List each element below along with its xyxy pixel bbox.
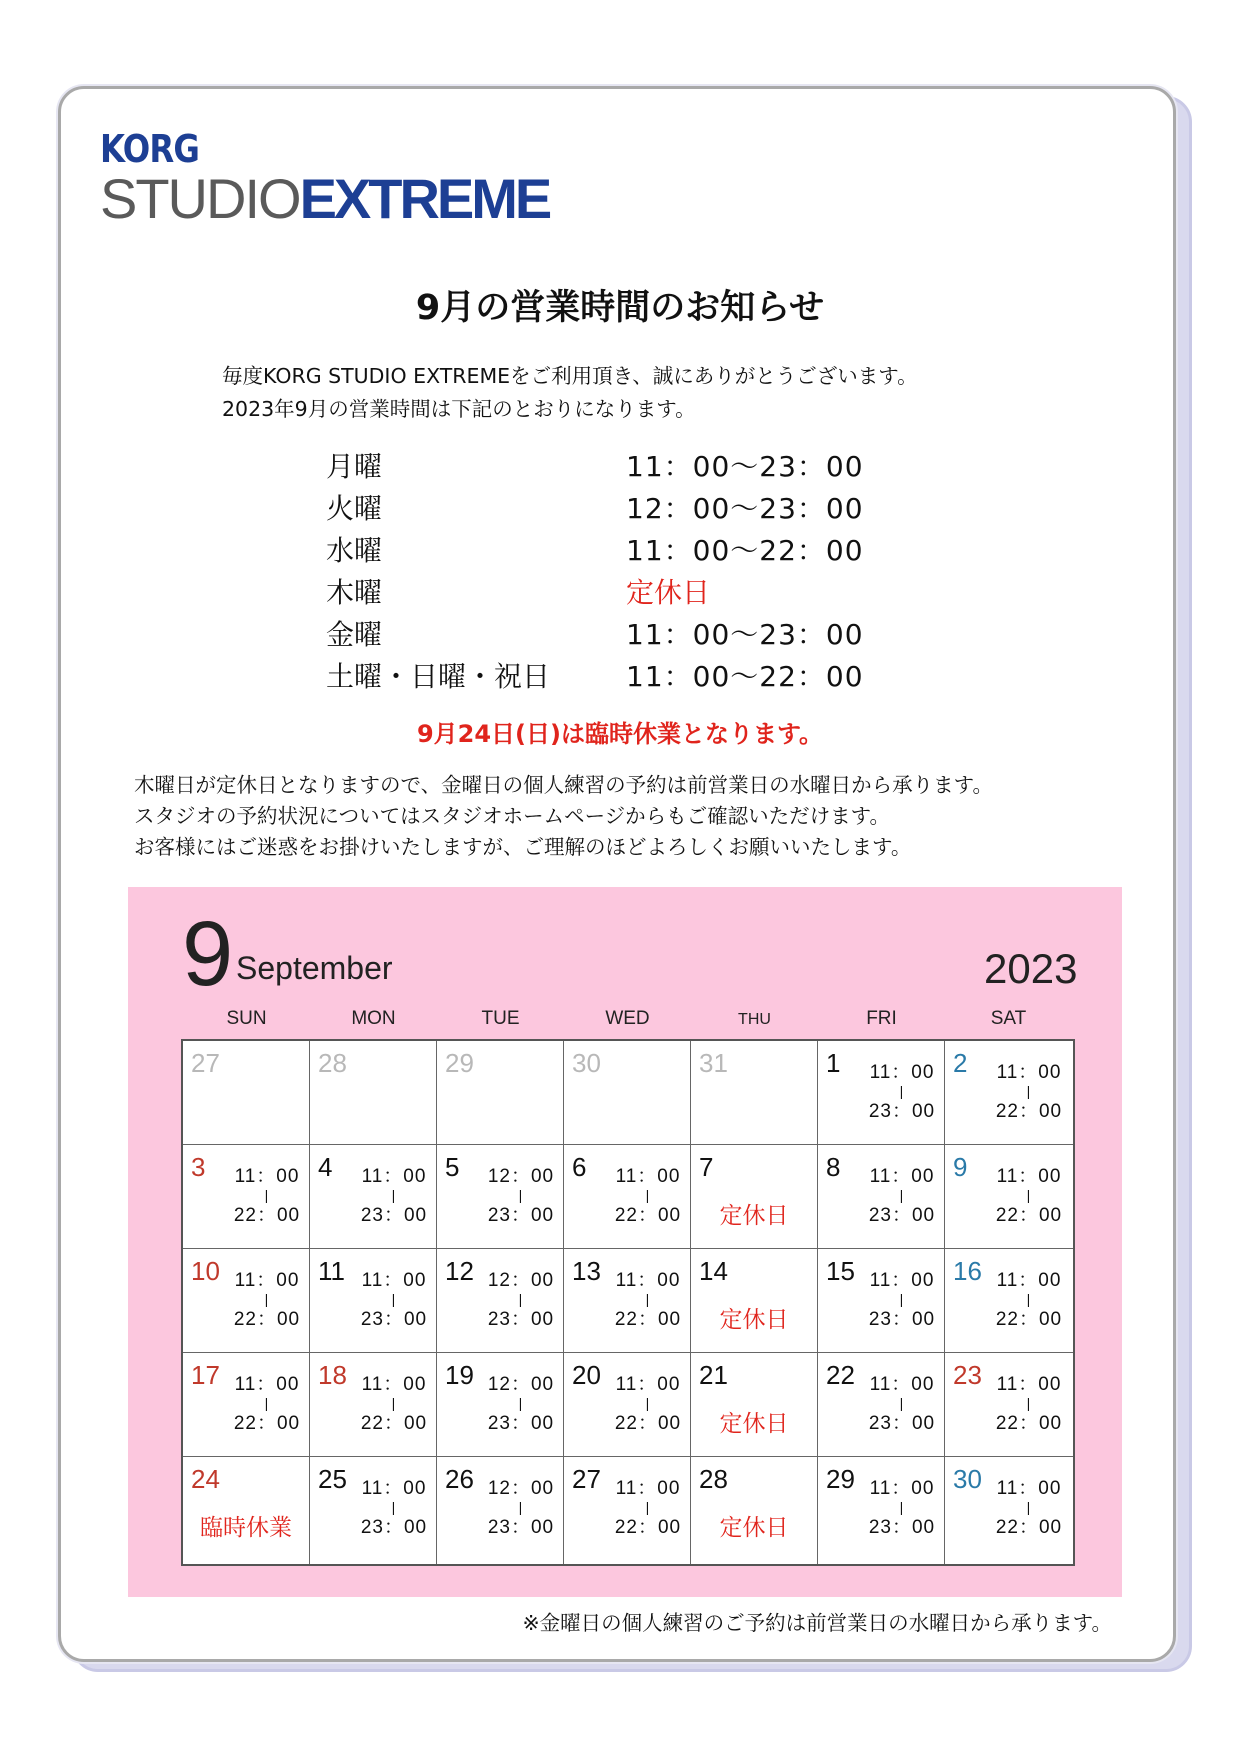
calendar-day-number: 25 <box>318 1464 347 1494</box>
calendar-day-number: 18 <box>318 1360 347 1390</box>
weekday-label: WED <box>605 1008 650 1029</box>
calendar-hours <box>356 1477 432 1539</box>
calendar-day-number: 7 <box>699 1152 714 1182</box>
hours-day: 土曜・日曜・祝日 <box>326 660 551 693</box>
calendar-day-cell <box>310 1457 437 1564</box>
calendar-day-cell <box>564 1249 691 1353</box>
calendar-hours <box>864 1165 940 1227</box>
hours-time: 11：00〜22：00 <box>626 534 864 567</box>
calendar-open-time: 11：00 <box>996 1374 1062 1395</box>
calendar-hours <box>229 1165 305 1227</box>
calendar-open-time: 11：00 <box>869 1478 935 1499</box>
calendar-time-separator: | <box>1026 1187 1032 1203</box>
calendar-day-number: 9 <box>953 1152 968 1182</box>
korg-studio-extreme-logo <box>100 127 550 230</box>
calendar-closed-label: 定休日 <box>719 1307 789 1333</box>
calendar-day-cell <box>564 1041 691 1145</box>
calendar-day-cell <box>945 1145 1073 1249</box>
calendar-year: 2023 <box>984 945 1078 992</box>
calendar-day-cell <box>437 1041 564 1145</box>
calendar-day-cell <box>945 1249 1073 1353</box>
calendar-day-number: 6 <box>572 1152 587 1182</box>
calendar-day-number: 15 <box>826 1256 855 1286</box>
calendar-open-time: 11：00 <box>869 1166 935 1187</box>
calendar-day-cell <box>691 1249 818 1353</box>
calendar-day-cell <box>818 1249 945 1353</box>
calendar-time-separator: | <box>1026 1291 1032 1307</box>
calendar-hours <box>610 1373 686 1435</box>
hours-time: 11：00〜23：00 <box>626 618 864 651</box>
calendar-hours <box>864 1061 940 1123</box>
calendar-close-time: 22：00 <box>614 1517 682 1538</box>
calendar-open-time: 11：00 <box>234 1166 300 1187</box>
calendar-hours <box>610 1269 686 1331</box>
intro-text <box>222 360 918 426</box>
calendar-day-number: 30 <box>572 1048 601 1078</box>
hours-day: 木曜 <box>326 576 383 609</box>
temporary-closure-notice: 9月24日(日)は臨時休業となります。 <box>416 720 824 748</box>
calendar-hours <box>356 1269 432 1331</box>
calendar-day-number: 29 <box>445 1048 474 1078</box>
calendar-day-number: 19 <box>445 1360 474 1390</box>
calendar-day-cell <box>691 1457 818 1564</box>
calendar-closed-label: 臨時休業 <box>200 1515 292 1541</box>
calendar-open-time: 12：00 <box>487 1270 555 1291</box>
hours-closed: 定休日 <box>626 576 711 609</box>
calendar-day-cell <box>818 1353 945 1457</box>
calendar-day-cell <box>691 1041 818 1145</box>
calendar-open-time: 11：00 <box>361 1478 427 1499</box>
calendar-open-time: 11：00 <box>361 1166 427 1187</box>
calendar-open-time: 11：00 <box>234 1270 300 1291</box>
calendar-hours <box>864 1269 940 1331</box>
calendar-day-number: 17 <box>191 1360 220 1390</box>
calendar-day-cell <box>437 1249 564 1353</box>
hours-day: 水曜 <box>326 534 383 567</box>
calendar-day-number: 21 <box>699 1360 728 1390</box>
calendar-close-time: 23：00 <box>360 1309 428 1330</box>
calendar-day-number: 20 <box>572 1360 601 1390</box>
calendar-hours <box>483 1165 559 1227</box>
calendar-day-cell <box>437 1457 564 1564</box>
calendar-hours <box>991 1477 1067 1539</box>
calendar-hours <box>991 1269 1067 1331</box>
logo-studio: STUDIO <box>100 167 300 230</box>
calendar-hours <box>356 1373 432 1435</box>
calendar-open-time: 11：00 <box>869 1062 935 1083</box>
calendar-close-time: 23：00 <box>868 1205 936 1226</box>
calendar-close-time: 22：00 <box>995 1413 1063 1434</box>
calendar-day-cell <box>437 1145 564 1249</box>
weekday-label: THU <box>738 1011 771 1028</box>
calendar-day-number: 26 <box>445 1464 474 1494</box>
calendar-open-time: 12：00 <box>487 1478 555 1499</box>
calendar-close-time: 23：00 <box>487 1205 555 1226</box>
calendar-time-separator: | <box>1026 1395 1032 1411</box>
weekday-label: TUE <box>481 1008 520 1029</box>
calendar-open-time: 11：00 <box>996 1478 1062 1499</box>
calendar-time-separator: | <box>645 1395 651 1411</box>
calendar-close-time: 22：00 <box>233 1309 301 1330</box>
hours-day: 月曜 <box>326 450 383 483</box>
calendar-day-number: 30 <box>953 1464 982 1494</box>
calendar-day-cell <box>310 1353 437 1457</box>
calendar-day-cell <box>691 1353 818 1457</box>
calendar-time-separator: | <box>518 1187 524 1203</box>
calendar-close-time: 22：00 <box>233 1205 301 1226</box>
calendar-hours <box>864 1373 940 1435</box>
calendar-day-cell <box>437 1353 564 1457</box>
calendar-time-separator: | <box>391 1395 397 1411</box>
calendar-open-time: 11：00 <box>361 1270 427 1291</box>
calendar-time-separator: | <box>645 1499 651 1515</box>
calendar-time-separator: | <box>391 1499 397 1515</box>
calendar-day-number: 31 <box>699 1048 728 1078</box>
calendar-close-time: 23：00 <box>868 1413 936 1434</box>
calendar-time-separator: | <box>264 1187 270 1203</box>
weekday-label: MON <box>351 1008 396 1029</box>
calendar-month-name: September <box>236 950 393 986</box>
calendar-close-time: 22：00 <box>995 1517 1063 1538</box>
calendar-day-number: 3 <box>191 1152 206 1182</box>
calendar-day-cell <box>945 1353 1073 1457</box>
calendar-time-separator: | <box>899 1395 905 1411</box>
calendar-hours <box>356 1165 432 1227</box>
korg-logo-text: KORG <box>100 127 200 171</box>
calendar-hours <box>483 1477 559 1539</box>
calendar-day-cell <box>818 1145 945 1249</box>
calendar-day-cell <box>183 1457 310 1564</box>
calendar-hours <box>229 1269 305 1331</box>
calendar-close-time: 22：00 <box>614 1205 682 1226</box>
calendar-day-number: 16 <box>953 1256 982 1286</box>
calendar-day-number: 11 <box>318 1256 345 1286</box>
calendar-open-time: 11：00 <box>996 1270 1062 1291</box>
calendar-hours <box>991 1373 1067 1435</box>
calendar-open-time: 12：00 <box>487 1166 555 1187</box>
calendar-day-number: 10 <box>191 1256 220 1286</box>
calendar-open-time: 11：00 <box>996 1166 1062 1187</box>
weekday-label: SUN <box>226 1008 267 1029</box>
calendar-close-time: 23：00 <box>868 1309 936 1330</box>
calendar-close-time: 22：00 <box>614 1309 682 1330</box>
calendar-close-time: 22：00 <box>995 1101 1063 1122</box>
calendar-day-cell <box>310 1041 437 1145</box>
hours-day: 火曜 <box>326 492 383 525</box>
calendar-open-time: 11：00 <box>234 1374 300 1395</box>
calendar-close-time: 22：00 <box>995 1205 1063 1226</box>
calendar-time-separator: | <box>518 1499 524 1515</box>
calendar-open-time: 11：00 <box>615 1270 681 1291</box>
calendar-time-separator: | <box>899 1499 905 1515</box>
calendar-open-time: 11：00 <box>361 1374 427 1395</box>
calendar-day-number: 28 <box>699 1464 728 1494</box>
footnote: ※金曜日の個人練習のご予約は前営業日の水曜日から承ります。 <box>522 1611 1112 1635</box>
calendar-day-number: 2 <box>953 1048 968 1078</box>
body-text <box>134 770 993 863</box>
calendar-day-number: 1 <box>826 1048 841 1078</box>
calendar-day-number: 24 <box>191 1464 220 1494</box>
hours-time: 11：00〜22：00 <box>626 660 864 693</box>
studio-extreme-logo-text <box>100 167 550 230</box>
calendar-close-time: 23：00 <box>487 1413 555 1434</box>
calendar-day-cell <box>945 1457 1073 1564</box>
calendar-day-cell <box>564 1457 691 1564</box>
calendar-day-number: 28 <box>318 1048 347 1078</box>
calendar-day-cell <box>183 1249 310 1353</box>
calendar-time-separator: | <box>391 1291 397 1307</box>
calendar-day-number: 13 <box>572 1256 601 1286</box>
calendar-day-cell <box>183 1145 310 1249</box>
calendar-time-separator: | <box>518 1291 524 1307</box>
calendar-closed-label: 定休日 <box>719 1411 789 1437</box>
calendar-month-number: 9 <box>182 903 234 1005</box>
hours-time: 11：00〜23：00 <box>626 450 864 483</box>
weekday-label: SAT <box>990 1008 1027 1029</box>
calendar-time-separator: | <box>645 1187 651 1203</box>
calendar-day-cell <box>691 1145 818 1249</box>
calendar-day-number: 27 <box>191 1048 220 1078</box>
calendar-hours <box>610 1165 686 1227</box>
calendar-day-number: 12 <box>445 1256 474 1286</box>
calendar-closed-label: 定休日 <box>719 1203 789 1229</box>
calendar-day-cell <box>818 1041 945 1145</box>
calendar-day-number: 27 <box>572 1464 601 1494</box>
intro-line: 毎度KORG STUDIO EXTREMEをご利用頂き、誠にありがとうございます。 <box>222 364 918 388</box>
calendar-hours <box>991 1165 1067 1227</box>
calendar-grid <box>181 1039 1075 1566</box>
calendar-hours <box>229 1373 305 1435</box>
calendar-day-cell <box>183 1041 310 1145</box>
calendar-close-time: 22：00 <box>995 1309 1063 1330</box>
calendar-day-number: 5 <box>445 1152 460 1182</box>
calendar-close-time: 22：00 <box>233 1413 301 1434</box>
calendar-day-number: 23 <box>953 1360 982 1390</box>
calendar-time-separator: | <box>518 1395 524 1411</box>
calendar-open-time: 11：00 <box>615 1166 681 1187</box>
calendar-day-cell <box>310 1249 437 1353</box>
calendar-day-number: 4 <box>318 1152 333 1182</box>
calendar-time-separator: | <box>899 1187 905 1203</box>
calendar-day-number: 29 <box>826 1464 855 1494</box>
calendar-day-cell <box>564 1353 691 1457</box>
calendar-day-cell <box>945 1041 1073 1145</box>
calendar-open-time: 11：00 <box>869 1374 935 1395</box>
calendar-day-number: 14 <box>699 1256 728 1286</box>
calendar-time-separator: | <box>899 1291 905 1307</box>
calendar-open-time: 11：00 <box>615 1374 681 1395</box>
calendar-time-separator: | <box>899 1083 905 1099</box>
body-line: お客様にはご迷惑をお掛けいたしますが、ご理解のほどよろしくお願いいたします。 <box>134 835 912 859</box>
calendar-day-cell <box>310 1145 437 1249</box>
weekday-label: FRI <box>866 1008 897 1029</box>
calendar-time-separator: | <box>264 1291 270 1307</box>
calendar-hours <box>991 1061 1067 1123</box>
calendar-time-separator: | <box>264 1395 270 1411</box>
calendar-hours <box>483 1373 559 1435</box>
calendar-close-time: 23：00 <box>487 1309 555 1330</box>
calendar-time-separator: | <box>1026 1083 1032 1099</box>
calendar-open-time: 11：00 <box>615 1478 681 1499</box>
calendar-open-time: 11：00 <box>996 1062 1062 1083</box>
calendar-close-time: 23：00 <box>487 1517 555 1538</box>
calendar-hours <box>483 1269 559 1331</box>
calendar-close-time: 22：00 <box>614 1413 682 1434</box>
calendar-day-cell <box>183 1353 310 1457</box>
calendar-close-time: 22：00 <box>360 1413 428 1434</box>
calendar-hours <box>610 1477 686 1539</box>
calendar-open-time: 12：00 <box>487 1374 555 1395</box>
page-title: 9月の営業時間のお知らせ <box>415 288 825 328</box>
body-line: スタジオの予約状況についてはスタジオホームページからもご確認いただけます。 <box>134 804 891 828</box>
calendar-day-cell <box>818 1457 945 1564</box>
calendar-close-time: 23：00 <box>360 1205 428 1226</box>
calendar-close-time: 23：00 <box>868 1101 936 1122</box>
calendar-time-separator: | <box>1026 1499 1032 1515</box>
calendar-open-time: 11：00 <box>869 1270 935 1291</box>
hours-day: 金曜 <box>326 618 383 651</box>
body-line: 木曜日が定休日となりますので、金曜日の個人練習の予約は前営業日の水曜日から承ります。 <box>134 773 993 797</box>
calendar-time-separator: | <box>645 1291 651 1307</box>
calendar-time-separator: | <box>391 1187 397 1203</box>
intro-line: 2023年9月の営業時間は下記のとおりになります。 <box>222 397 696 421</box>
calendar-closed-label: 定休日 <box>719 1515 789 1541</box>
calendar-day-cell <box>564 1145 691 1249</box>
calendar-hours <box>864 1477 940 1539</box>
calendar-day-number: 22 <box>826 1360 855 1390</box>
hours-time: 12：00〜23：00 <box>626 492 864 525</box>
calendar-close-time: 23：00 <box>360 1517 428 1538</box>
logo-extreme: EXTREME <box>299 167 550 230</box>
calendar-day-number: 8 <box>826 1152 841 1182</box>
calendar-close-time: 23：00 <box>868 1517 936 1538</box>
